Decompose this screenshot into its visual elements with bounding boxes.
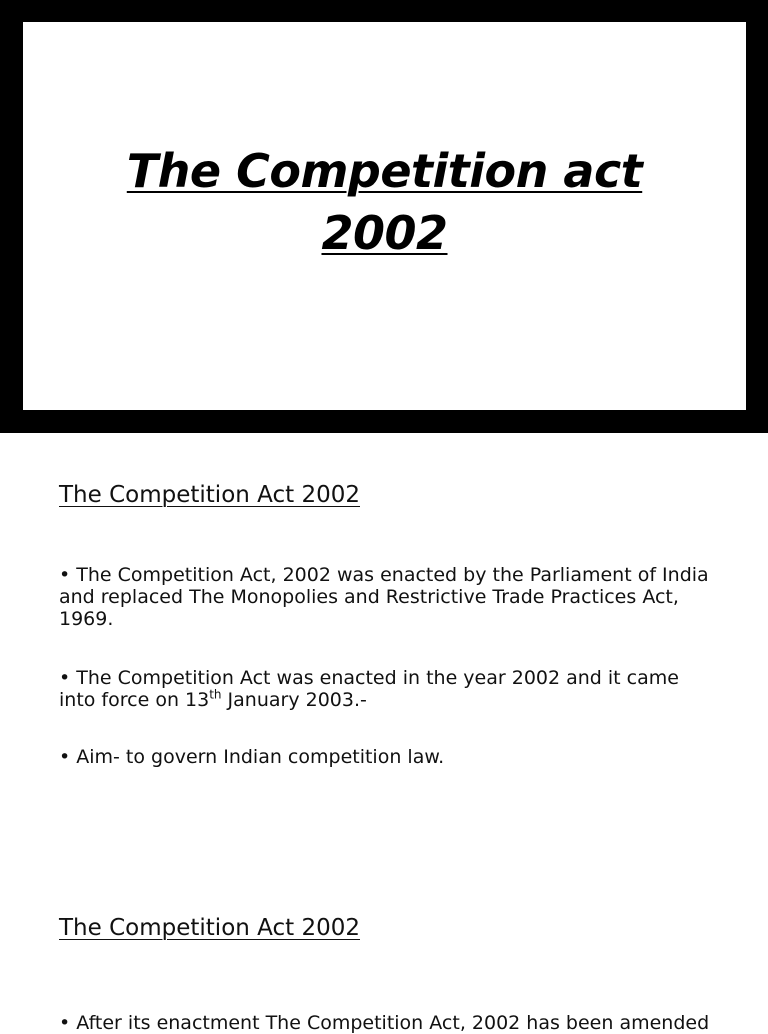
slide-title-line-2: 2002 xyxy=(321,206,448,260)
bullet-enactment: • The Competition Act, 2002 was enacted by the Parliament of India and replaced The Monopolies and Restrictive Trade Practices Act, 1969. xyxy=(59,564,709,630)
bullet-in-force: • The Competition Act was enacted in the year 2002 and it came into force on 13th January 2003.- xyxy=(59,667,679,711)
section-heading-2: The Competition Act 2002 xyxy=(59,915,360,941)
slide-title-line-1: The Competition act xyxy=(126,144,643,198)
title-slide-frame xyxy=(0,0,768,433)
title-slide xyxy=(23,22,746,410)
bullet-aim: • Aim- to govern Indian competition law. xyxy=(59,746,445,768)
section-heading-1: The Competition Act 2002 xyxy=(59,482,360,508)
slide-title xyxy=(23,140,746,264)
bullet-amendment-partial: • After its enactment The Competition Act, 2002 has been amended xyxy=(59,1012,710,1034)
